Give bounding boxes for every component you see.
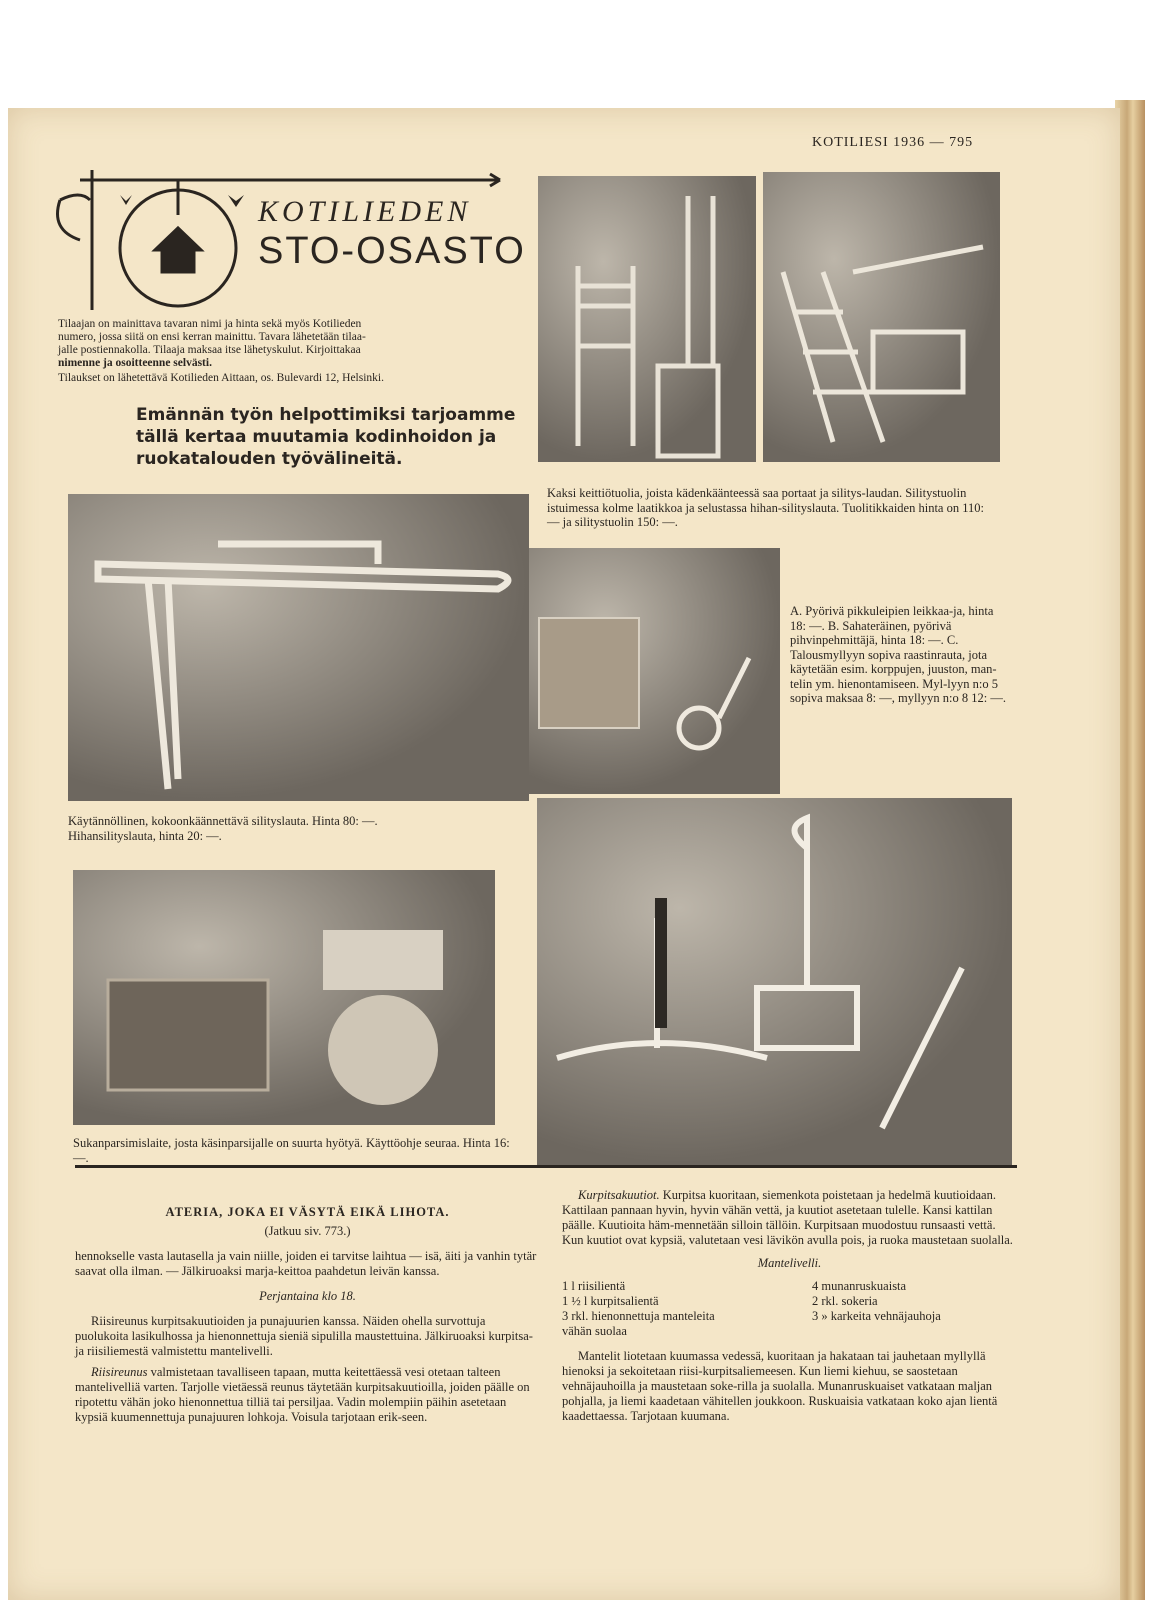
section-divider <box>75 1165 1017 1168</box>
article-p4-lead: Kurpitsakuutiot. <box>578 1188 660 1202</box>
caption-ironing-board: Käytännöllinen, kokoonkäännettävä silityslauta. Hinta 80: —. Hihansilityslauta, hinta 20: —. <box>68 814 378 843</box>
ingredient-right-2: 2 rkl. sokeria <box>812 1294 878 1308</box>
darner-illustration <box>73 870 495 1125</box>
article-paragraph-2: Riisireunus kurpitsakuutioiden ja punajuurien kanssa. Näiden ohella survottuja puolukoita lasikulhossa ja hienonnettuja sieniä sipulilla maustettuina. Jälkiruoaksi kurpitsa- ja riisiliemestä valmistettu mantelivelli. <box>75 1314 533 1358</box>
article-subheading-friday: Perjantaina klo 18. <box>259 1289 356 1303</box>
order-instructions <box>58 318 520 370</box>
ingredient-right-1: 4 munanruskuaista <box>812 1279 907 1293</box>
photo-cookie-cutter <box>529 548 780 794</box>
ingredient-list <box>562 1279 1017 1339</box>
article-continuation: (Jatkuu siv. 773.) <box>264 1224 351 1238</box>
article-paragraph-3 <box>75 1365 540 1425</box>
ladder-illustration <box>763 172 1000 462</box>
article-paragraph-1: hennokselle vasta lautasella ja vain niille, joiden ei tarvitse laihtua — isä, äiti ja vanhin tytär saavat olla ilman. — Jälkiruoaksi marja-keittoa paahdetun leivän kanssa. <box>75 1249 537 1278</box>
logo-title-bottom: STO-OSASTO <box>258 230 526 272</box>
ingredient-right-4 <box>812 1324 1032 1339</box>
intro-line-2: numero, jossa siitä on ensi kerran mainittu. Tavara lähetetään tilaa- <box>58 331 366 343</box>
article-p4-body: Kurpitsa kuoritaan, siemenkota poistetaan ja hedelmä kuutioidaan. Kattilaan pannaan hyvin, hyvin vähän vettä, ja kuutiot asetetaan tulelle. Kansi kattilan päälle. Kuutioita häm-mennetään silloin tällöin. Kurpitsaan muodostuu runsaasti vettä. Kun kuutiot ovat kypsiä, valutetaan vesi lävikön avulla pois, ja ruoka maustetaan suolalla. <box>562 1188 1013 1247</box>
lead-text: Emännän työn helpottimiksi tarjoamme tällä kertaa muutamia kodinhoidon ja ruokatalouden työvälineitä. <box>136 405 516 469</box>
article-paragraph-4 <box>562 1188 1017 1248</box>
ingredient-left-4: vähän suolaa <box>562 1324 627 1338</box>
ingredient-left-1: 1 l riisilientä <box>562 1279 626 1293</box>
article-p3-lead: Riisireunus <box>91 1365 148 1379</box>
photo-ironing-board <box>68 494 529 801</box>
order-address: Tilaukset on lähetettävä Kotilieden Aittaan, os. Bulevardi 12, Helsinki. <box>58 372 384 384</box>
article-title: ATERIA, JOKA EI VÄSYTÄ EIKÄ LIHOTA. <box>165 1205 450 1219</box>
ironing-board-illustration <box>68 494 529 801</box>
intro-line-1: Tilaajan on mainittava tavaran nimi ja hinta sekä myös Kotilieden <box>58 318 362 330</box>
photo-darning-device <box>73 870 495 1125</box>
caption-darner: Sukanparsimislaite, josta käsinparsijalle on suurta hyötyä. Käyttöohje seuraa. Hinta 16: —. <box>73 1136 510 1165</box>
page-header: KOTILIESI 1936 — 795 <box>812 135 974 150</box>
cutter-illustration <box>529 548 780 794</box>
article-paragraph-5: Mantelit liotetaan kuumassa vedessä, kuoritaan ja hakataan tai jauhetaan myllyllä hienoksi ja sekoitetaan riisi-kurpitsaliemeesen. Kun liemi kiehuu, se saostetaan vehnäjauhoilla ja maustetaan soke-rilla ja suolalla. Munanruskuaiset vatkataan maljan pohjalla, ja liemi kaadetaan vähitellen joukkoon. Ruskuaisia vatkataan koko ajan lientä kaadettaessa. Tarjotaan kuumana. <box>562 1349 998 1423</box>
article-p3-body: valmistetaan tavalliseen tapaan, mutta keitettäessä vesi otetaan talteen mantelivelliä varten. Tarjolle vietäessä reunus täytetään kurpitsakuutioilla, joiden päälle on ripotettu vähän joko hienonnettua tilliä tai persiljaa. Vadin molempiin päihin asetetaan kypsiä kuumennettuja punajuuren lohkoja. Voisula tarjotaan erik-seen. <box>75 1365 530 1424</box>
photo-chair-ladder <box>538 176 756 462</box>
article-subheading-almond: Mantelivelli. <box>757 1256 822 1270</box>
photo-kitchen-utensils <box>537 798 1012 1165</box>
logo-title-top: KOTILIEDEN <box>258 195 472 228</box>
article-right-column <box>562 1188 1017 1430</box>
article-left-column <box>75 1205 540 1431</box>
caption-chairs: Kaksi keittiötuolia, joista kädenkäänteessä saa portaat ja silitys-laudan. Silitystuolin istuimessa kolme laatikkoa ja selustassa hihan-silityslauta. Tuolitikkaiden hinta on 110: — ja silitystuolin 150: —. <box>547 486 984 529</box>
utensils-illustration <box>537 798 1012 1165</box>
caption-tools: A. Pyörivä pikkuleipien leikkaa-ja, hinta 18: —. B. Sahateräinen, pyörivä pihvinpehmittäjä, hinta 18: —. C. Talousmyllyyn sopiva raastinrauta, jota käytetään esim. korppujen, juuston, man-telin ym. hienontamiseen. Myl-lyyn n:o 5 sopiva maksaa 8: —, myllyyn n:o 8 12: —. <box>790 604 1006 705</box>
ingredient-right-3: 3 » karkeita vehnäjauhoja <box>812 1309 941 1323</box>
chair-illustration <box>538 176 756 462</box>
intro-line-4: nimenne ja osoitteenne selvästi. <box>58 357 212 369</box>
ingredient-left-2: 1 ½ l kurpitsalientä <box>562 1294 659 1308</box>
photo-ironing-chair <box>763 172 1000 462</box>
ingredient-left-3: 3 rkl. hienonnettuja manteleita <box>562 1309 715 1323</box>
intro-line-3: jalle postiennakolla. Tilaaja maksaa itse lähetyskulut. Kirjoittakaa <box>58 344 361 356</box>
